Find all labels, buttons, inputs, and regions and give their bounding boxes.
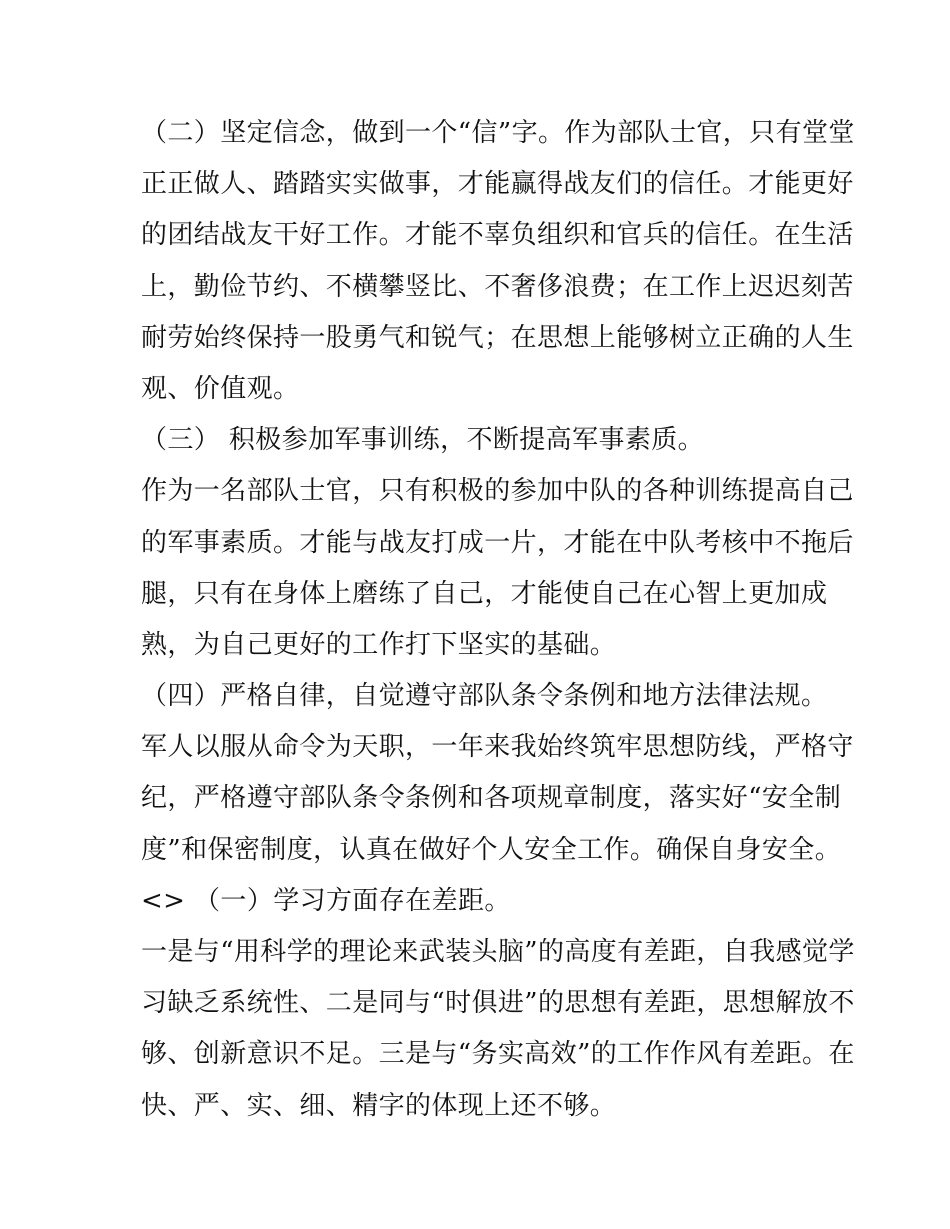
text-line: 观、价值观。: [141, 373, 300, 404]
text-line: 度”和保密制度，认真在做好个人安全工作。确保自身安全。: [141, 834, 842, 865]
text-line: 够、创新意识不足。三是与“务实高效”的工作作风有差距。在: [141, 1039, 855, 1070]
text-line: 腿，只有在身体上磨练了自己，才能使自己在心智上更加成: [141, 578, 828, 609]
text-line: 熟，为自己更好的工作打下坚实的基础。: [141, 629, 617, 660]
text-line: 的军事素质。才能与战友打成一片，才能在中队考核中不拖后: [141, 527, 854, 558]
text-line: 作为一名部队士官，只有积极的参加中队的各种训练提高自己: [141, 476, 854, 507]
text-line: 习缺乏系统性、二是同与“时俱进”的思想有差距，思想解放不: [141, 988, 855, 1019]
text-line: 的团结战友干好工作。才能不辜负组织和官兵的信任。在生活: [141, 220, 854, 251]
section-heading: <> （一）学习方面存在差距。: [141, 885, 511, 916]
section-heading: （四）严格自律，自觉遵守部队条令条例和地方法律法规。: [141, 681, 828, 712]
text-line: 纪，严格遵守部队条令条例和各项规章制度，落实好“安全制: [141, 783, 842, 814]
text-line: 上，勤俭节约、不横攀竖比、不奢侈浪费；在工作上迟迟刻苦: [141, 271, 854, 302]
text-line: 一是与“用科学的理论来武装头脑”的高度有差距，自我感觉学: [141, 937, 855, 967]
text-line: 军人以服从命令为天职，一年来我始终筑牢思想防线，严格守: [141, 732, 854, 763]
section-heading: （三） 积极参加军事训练，不断提高军事素质。: [141, 425, 705, 456]
text-line: 正正做人、踏踏实实做事，才能赢得战友们的信任。才能更好: [141, 169, 854, 200]
document-body: [141, 108, 855, 1132]
text-line: （二）坚定信念，做到一个“信”字。作为部队士官，只有堂堂: [141, 118, 855, 148]
text-line: 耐劳始终保持一股勇气和锐气；在思想上能够树立正确的人生: [141, 322, 854, 353]
text-line: 快、严、实、细、精字的体现上还不够。: [141, 1090, 617, 1121]
